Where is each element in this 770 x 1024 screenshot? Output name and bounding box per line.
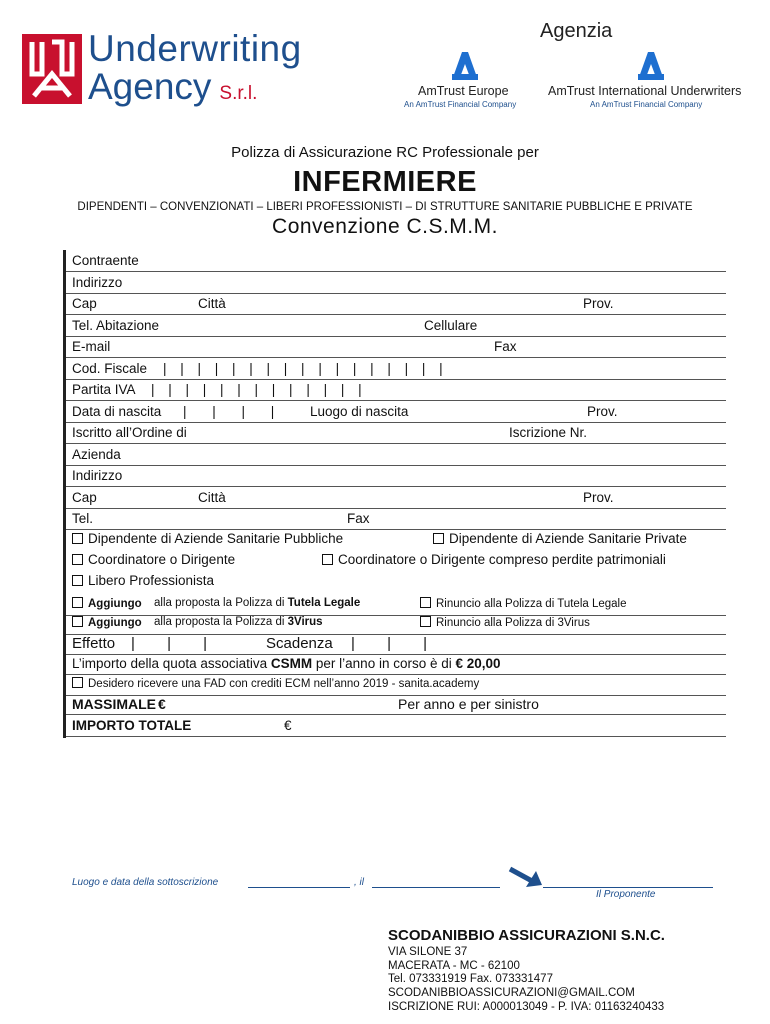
- prov-label: Prov.: [583, 296, 614, 311]
- checkbox-icon[interactable]: [420, 597, 431, 608]
- importo-totale-field[interactable]: [66, 715, 726, 737]
- option-dip-private[interactable]: Dipendente di Aziende Sanitarie Private: [433, 531, 687, 546]
- cap-azienda-label: Cap: [72, 490, 97, 505]
- categories-subtitle: DIPENDENTI – CONVENZIONATI – LIBERI PROFESSIONISTI – DI STRUTTURE SANITARIE PUBBLICHE E PRIVATE: [77, 201, 693, 213]
- options-row-1: [66, 528, 726, 549]
- checkbox-icon[interactable]: [433, 533, 444, 544]
- checkbox-icon[interactable]: [72, 575, 83, 586]
- partita-iva-boxes: | | | | | | | | | | | | |: [151, 382, 362, 397]
- aggiungo-tutela-text: alla proposta la Polizza di Tutela Legale: [154, 597, 361, 609]
- proponente-label: Il Proponente: [596, 889, 656, 900]
- indirizzo-label: Indirizzo: [72, 275, 123, 290]
- aggiungo-3virus[interactable]: Aggiungo: [72, 616, 142, 629]
- option-dip-pubbliche[interactable]: Dipendente di Aziende Sanitarie Pubbliche: [72, 531, 343, 546]
- contraente-label: Contraente: [72, 253, 139, 268]
- company-phone: Tel. 073331919 Fax. 073331477: [388, 973, 553, 985]
- company-name: SCODANIBBIO ASSICURAZIONI S.N.C.: [388, 927, 665, 944]
- telefono-field[interactable]: [66, 315, 726, 337]
- quota-row: [66, 653, 726, 675]
- data-nascita-label: Data di nascita: [72, 404, 162, 419]
- company-registration: ISCRIZIONE RUI: A000013049 - P. IVA: 01163240433: [388, 1001, 665, 1013]
- indirizzo-azienda-field[interactable]: [66, 465, 726, 487]
- option-libero[interactable]: Libero Professionista: [72, 573, 214, 588]
- amtrust-intl-logo-icon: [638, 52, 664, 85]
- per-anno-label: Per anno e per sinistro: [398, 696, 539, 712]
- option-coordinatore-perdite[interactable]: Coordinatore o Dirigente compreso perdite patrimoniali: [322, 552, 666, 567]
- contraente-field[interactable]: [66, 250, 726, 272]
- prov-azienda-label: Prov.: [583, 490, 614, 505]
- checkbox-icon[interactable]: [72, 677, 83, 688]
- tel-abitazione-label: Tel. Abitazione: [72, 318, 160, 333]
- rinuncio-3virus[interactable]: Rinuncio alla Polizza di 3Virus: [420, 616, 590, 629]
- arrow-icon: [508, 865, 544, 894]
- options-row-3: [66, 570, 726, 591]
- rinuncio-tutela[interactable]: Rinuncio alla Polizza di Tutela Legale: [420, 597, 627, 610]
- cellulare-label: Cellulare: [424, 318, 478, 333]
- amtrust-intl-sub: An AmTrust Financial Company: [590, 100, 703, 109]
- iscrizione-nr-label: Iscrizione Nr.: [509, 425, 588, 440]
- amtrust-intl-name: AmTrust International Underwriters: [548, 84, 742, 98]
- fax-azienda-label: Fax: [347, 511, 370, 526]
- azienda-field[interactable]: [66, 444, 726, 466]
- citta-label: Città: [198, 296, 226, 311]
- importo-totale-label: IMPORTO TOTALE: [72, 718, 192, 733]
- logo-srl: S.r.l.: [219, 83, 258, 104]
- email-label: E-mail: [72, 339, 111, 354]
- luogo-nascita-label: Luogo di nascita: [310, 404, 409, 419]
- quota-text: L’importo della quota associativa CSMM per l’anno in corso è di € 20,00: [72, 656, 501, 671]
- importo-euro: €: [284, 718, 292, 733]
- logo-subtitle: [88, 66, 257, 108]
- underwriting-agency-logo-icon: [22, 34, 82, 104]
- fad-option[interactable]: Desidero ricevere una FAD con crediti ECM nell’anno 2019 - sanita.academy: [72, 677, 479, 690]
- tel-azienda-label: Tel.: [72, 511, 94, 526]
- data-nascita-boxes: | | | |: [183, 404, 275, 419]
- agenzia-label: Agenzia: [540, 20, 613, 42]
- iscrizione-field[interactable]: [66, 422, 726, 444]
- checkbox-icon[interactable]: [72, 597, 83, 608]
- aggiungo-3virus-text: alla proposta la Polizza di 3Virus: [154, 616, 323, 628]
- date-line[interactable]: [372, 887, 500, 888]
- massimale-euro: €: [158, 696, 166, 712]
- checkbox-icon[interactable]: [322, 554, 333, 565]
- logo-title: Underwriting: [88, 28, 302, 69]
- azienda-label: Azienda: [72, 447, 121, 462]
- cap-label: Cap: [72, 296, 97, 311]
- partita-iva-field[interactable]: [66, 379, 726, 401]
- cod-fiscale-field[interactable]: [66, 358, 726, 380]
- aggiungo-tutela[interactable]: Aggiungo: [72, 597, 142, 610]
- tel-fax-azienda-field[interactable]: [66, 508, 726, 530]
- indirizzo-azienda-label: Indirizzo: [72, 468, 123, 483]
- checkbox-icon[interactable]: [72, 554, 83, 565]
- signature-line[interactable]: [543, 887, 713, 888]
- company-address: VIA SILONE 37: [388, 946, 468, 958]
- nascita-field[interactable]: [66, 401, 726, 423]
- company-email: SCODANIBBIOASSICURAZIONI@GMAIL.COM: [388, 987, 635, 999]
- amtrust-europe-sub: An AmTrust Financial Company: [404, 100, 517, 109]
- indirizzo-field[interactable]: [66, 272, 726, 294]
- option-coordinatore[interactable]: Coordinatore o Dirigente: [72, 552, 235, 567]
- infermiere-title: INFERMIERE: [293, 166, 477, 198]
- options-row-2: [66, 549, 726, 570]
- effetto-label: Effetto: [72, 635, 116, 652]
- il-label: , il: [354, 877, 364, 888]
- convenzione-title: Convenzione C.S.M.M.: [272, 215, 498, 238]
- logo-agency: Agency: [88, 66, 212, 107]
- scadenza-boxes: | | |: [351, 635, 428, 652]
- massimale-label: MASSIMALE: [72, 696, 156, 712]
- massimale-field[interactable]: [66, 693, 726, 715]
- prov-nascita-label: Prov.: [587, 404, 618, 419]
- checkbox-icon[interactable]: [72, 533, 83, 544]
- cap-citta-prov-field[interactable]: [66, 293, 726, 315]
- scadenza-label: Scadenza: [266, 635, 333, 652]
- amtrust-europe-logo-icon: [452, 52, 478, 85]
- fax-label: Fax: [494, 339, 517, 354]
- policy-title: Polizza di Assicurazione RC Professionale per: [231, 144, 539, 161]
- email-field[interactable]: [66, 336, 726, 358]
- checkbox-icon[interactable]: [420, 616, 431, 627]
- effetto-scadenza-field[interactable]: [66, 633, 726, 655]
- three-virus-row: [66, 613, 726, 635]
- checkbox-icon[interactable]: [72, 616, 83, 627]
- luogo-data-label: Luogo e data della sottoscrizione: [72, 877, 219, 888]
- cod-fiscale-label: Cod. Fiscale: [72, 361, 148, 376]
- partita-iva-label: Partita IVA: [72, 382, 136, 397]
- luogo-data-line[interactable]: [248, 887, 350, 888]
- amtrust-europe-name: AmTrust Europe: [418, 84, 509, 98]
- company-city: MACERATA - MC - 62100: [388, 960, 520, 972]
- effetto-boxes: | | |: [131, 635, 208, 652]
- cap-citta-azienda-field[interactable]: [66, 487, 726, 509]
- iscritto-label: Iscritto all’Ordine di: [72, 425, 187, 440]
- cod-fiscale-boxes: | | | | | | | | | | | | | | | | |: [163, 361, 443, 376]
- citta-azienda-label: Città: [198, 490, 226, 505]
